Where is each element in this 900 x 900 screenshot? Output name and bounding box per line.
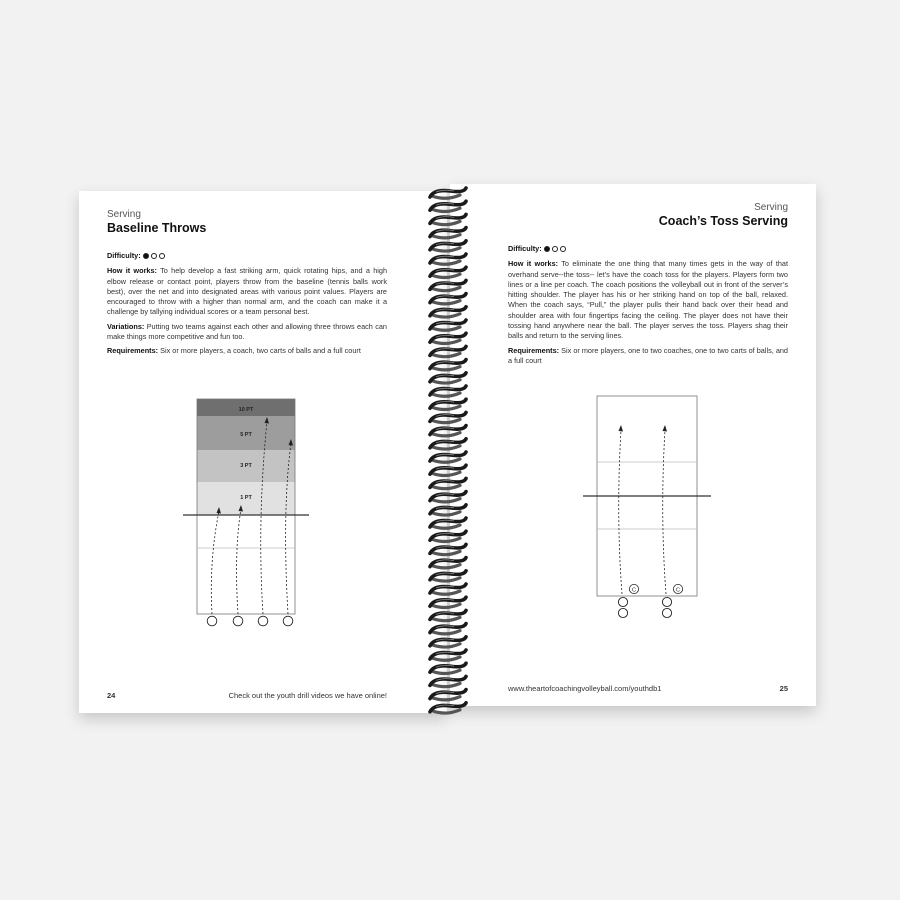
player-icon [207,616,217,626]
footer-url: www.theartofcoachingvolleyball.com/youthdb1 [508,684,662,693]
spiral-coil-icon [430,228,466,238]
page-number: 24 [107,691,116,700]
throw-path [237,509,241,614]
page-number: 25 [779,684,788,693]
difficulty-label: Difficulty: [107,251,141,260]
court-diagram [450,184,816,706]
spiral-coil-icon [430,439,466,449]
spiral-coil-icon [430,465,466,475]
how-label: How it works: [508,259,559,269]
spiral-coil-icon [430,280,466,290]
spiral-coil-icon [430,188,466,198]
spiral-coil-icon [430,505,466,515]
spiral-coil-icon [430,610,466,620]
spiral-coil-icon [430,571,466,581]
player-icon [662,608,671,617]
drill-title: Coach’s Toss Serving [658,214,788,228]
spiral-coil-icon [430,676,466,686]
player-icon [283,616,293,626]
spiral-coil-icon [430,360,466,370]
player-icon [233,616,243,626]
left-page [79,191,447,713]
spiral-coil-icon [430,254,466,264]
spiral-coil-icon [430,703,466,713]
category-label: Serving [107,209,141,220]
requirements-label: Requirements: [107,346,159,356]
spiral-coil-icon [430,597,466,607]
player-icon [258,616,268,626]
spiral-coil-icon [430,241,466,251]
zone-label: 10 PT [238,407,254,413]
spiral-coil-icon [430,518,466,528]
player-icon [662,597,671,606]
zone-label: 5 PT [240,432,252,438]
spiral-coil-icon [430,531,466,541]
requirements-text: Six or more players, a coach, two carts of balls and a full court [160,346,361,356]
spiral-coil-icon [430,373,466,383]
drill-title: Baseline Throws [107,221,207,235]
spiral-coil-icon [430,307,466,317]
player-icon [618,608,627,617]
throw-path [211,511,219,614]
variations-text: Putting two teams against each other and allowing three throws each can make things more competitive and fun too. [107,321,387,342]
spiral-coil-icon [430,426,466,436]
spiral-coil-icon [430,558,466,568]
how-text: To help develop a fast striking arm, quick rotating hips, and a high elbow release or contact point, players throw from the baseline (tennis balls work best), over the net and into designated areas with various point values. Players are encouraged to throw with a higher than normal arm, and the coach can make it a challenge by tallying individual scores or a team personal best. [107,266,388,317]
variations-label: Variations: [107,321,145,331]
how-text: To eliminate the one thing that many times gets in the way of that overhand serve--the toss-- let’s have the coach toss for the players. Players form two lines or a line per coach. The coach positions the volleyball out in front of the server’s hitting shoulder. The player has his or her striking hand on top of the ball, relaxed. When the coach says, “Pull,” the player pulls their hand back over their head and shoulder area with four fingertips facing the ceiling. The player does not have their tossing hand anywhere near the ball. The player serves the toss. Players shag their balls and return to the serving lines. [508,259,789,341]
spiral-coil-icon [430,584,466,594]
spiral-coil-icon [430,478,466,488]
right-page [450,184,816,706]
spiral-coil-icon [430,650,466,660]
category-label: Serving [754,202,788,213]
requirements-label: Requirements: [508,345,560,355]
spiral-coil-icon [430,624,466,634]
footer-text: Check out the youth drill videos we have online! [228,691,387,700]
spiral-binding [420,180,480,720]
spiral-coil-icon [430,637,466,647]
spiral-coil-icon [430,412,466,422]
requirements-text: Six or more players, one to two coaches, one to two carts of balls, and a full court [508,345,788,365]
spiral-coil-icon [430,294,466,304]
spiral-coil-icon [430,333,466,343]
spiral-coil-icon [430,663,466,673]
spiral-coil-icon [430,452,466,462]
spiral-coil-icon [430,201,466,211]
coach-marker-label: C [676,587,680,594]
spiral-coil-icon [430,320,466,330]
zone-label: 1 PT [240,495,252,501]
how-label: How it works: [107,266,157,276]
difficulty-label: Difficulty: [508,244,542,253]
spiral-coil-icon [430,214,466,224]
zone-label: 3 PT [240,463,252,469]
court-diagram [79,191,447,713]
spiral-coil-icon [430,544,466,554]
coach-marker-label: C [632,587,636,594]
spiral-coil-icon [430,346,466,356]
spiral-coil-icon [430,492,466,502]
spiral-coil-icon [430,386,466,396]
spiral-coil-icon [430,690,466,700]
spiral-coil-icon [430,399,466,409]
player-icon [618,597,627,606]
spiral-coil-icon [430,267,466,277]
